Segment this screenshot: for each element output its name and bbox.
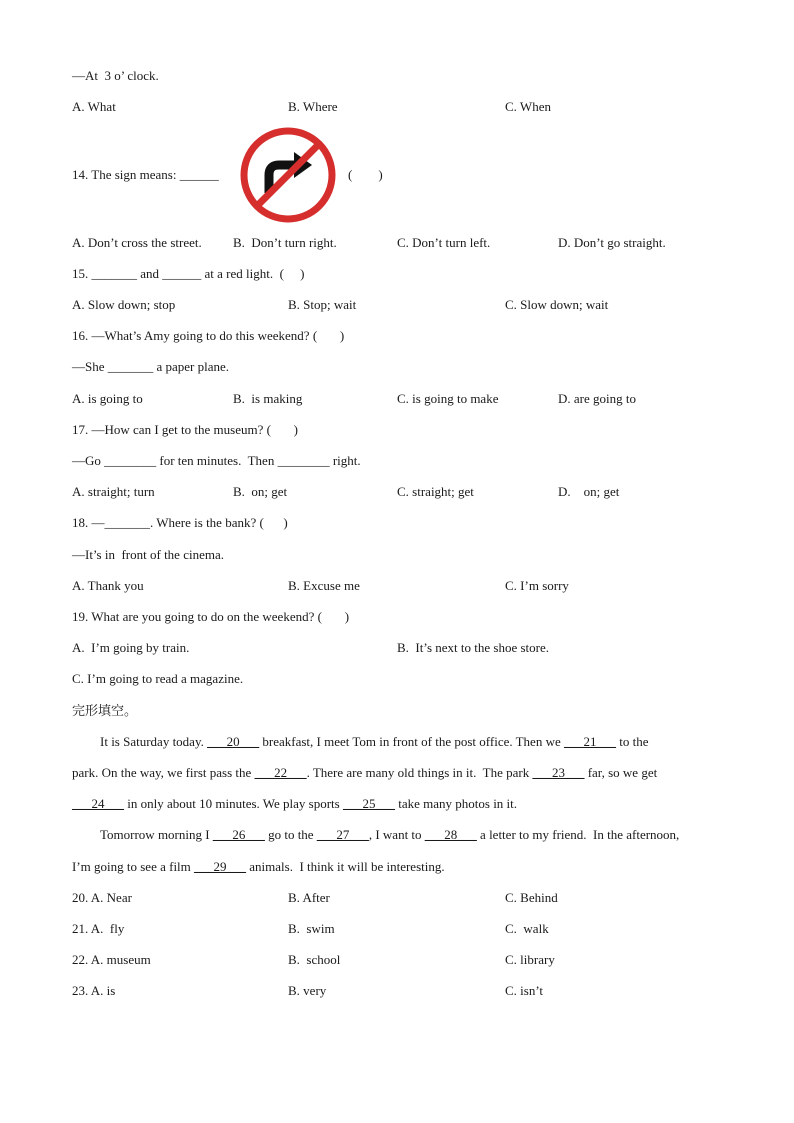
q22-option-b[interactable]: B. school — [288, 952, 341, 967]
q18-option-c[interactable]: C. I’m sorry — [505, 578, 569, 593]
q16-answer-line: —She _______ a paper plane. — [72, 359, 230, 374]
q18-option-b[interactable]: B. Excuse me — [288, 578, 360, 593]
blank-22: ___22___ — [254, 765, 307, 780]
q17-answer-line: —Go ________ for ten minutes. Then ________ right. — [72, 453, 361, 468]
q14-option-b[interactable]: B. Don’t turn right. — [233, 235, 337, 250]
cloze-paragraph-1-line-1: It is Saturday today. ___20___ breakfast, I meet Tom in front of the post office. Then we ___21___ to the — [100, 734, 649, 749]
cloze-heading: 完形填空。 — [72, 703, 138, 718]
q16-stem: 16. —What’s Amy going to do this weekend? ( ) — [72, 328, 345, 343]
cloze-paragraph-1-line-2: park. On the way, we first pass the ___22___. There are many old things in it. The park ___23___ far, so we get — [72, 765, 658, 780]
blank-21: ___21___ — [564, 734, 616, 749]
q13-answer-line: —At 3 o’ clock. — [72, 68, 159, 83]
q23-option-a[interactable]: 23. A. is — [72, 983, 116, 998]
q23-option-b[interactable]: B. very — [288, 983, 327, 998]
q19-option-a[interactable]: A. I’m going by train. — [72, 640, 190, 655]
q15-option-c[interactable]: C. Slow down; wait — [505, 297, 609, 312]
blank-20: ___20___ — [207, 734, 260, 749]
q14-answer-paren: ( ) — [348, 167, 383, 182]
blank-29: ___29___ — [194, 859, 247, 874]
q16-option-b[interactable]: B. is making — [233, 391, 303, 406]
q13-option-a[interactable]: A. What — [72, 99, 116, 114]
q20-option-c[interactable]: C. Behind — [505, 890, 558, 905]
q14-option-c[interactable]: C. Don’t turn left. — [397, 235, 491, 250]
q19-stem: 19. What are you going to do on the weekend? ( ) — [72, 609, 350, 624]
q17-stem: 17. —How can I get to the museum? ( ) — [72, 422, 299, 437]
q15-option-a[interactable]: A. Slow down; stop — [72, 297, 176, 312]
blank-25: ___25___ — [342, 796, 395, 811]
blank-27: ___27___ — [316, 827, 369, 842]
no-right-turn-sign-icon — [240, 127, 336, 223]
q18-stem: 18. —_______. Where is the bank? ( ) — [72, 515, 288, 530]
q21-option-a[interactable]: 21. A. fly — [72, 921, 125, 936]
q14-stem: 14. The sign means: ______ — [72, 167, 219, 182]
q20-option-a[interactable]: 20. A. Near — [72, 890, 132, 905]
q16-option-a[interactable]: A. is going to — [72, 391, 143, 406]
q21-option-b[interactable]: B. swim — [288, 921, 335, 936]
q21-option-c[interactable]: C. walk — [505, 921, 549, 936]
q20-option-b[interactable]: B. After — [288, 890, 330, 905]
cloze-paragraph-2-line-2: I’m going to see a film ___29___ animals. I think it will be interesting. — [72, 859, 445, 874]
q17-option-c[interactable]: C. straight; get — [397, 484, 474, 499]
q22-option-a[interactable]: 22. A. museum — [72, 952, 151, 967]
blank-28: ___28___ — [424, 827, 477, 842]
q14-option-d[interactable]: D. Don’t go straight. — [558, 235, 666, 250]
q19-option-c[interactable]: C. I’m going to read a magazine. — [72, 671, 244, 686]
q13-option-b[interactable]: B. Where — [288, 99, 338, 114]
blank-26: ___26___ — [212, 827, 265, 842]
q19-option-b[interactable]: B. It’s next to the shoe store. — [397, 640, 550, 655]
q13-option-c[interactable]: C. When — [505, 99, 551, 114]
blank-23: ___23___ — [532, 765, 585, 780]
q22-option-c[interactable]: C. library — [505, 952, 555, 967]
q17-option-a[interactable]: A. straight; turn — [72, 484, 155, 499]
q14-option-a[interactable]: A. Don’t cross the street. — [72, 235, 202, 250]
blank-24: ___24___ — [72, 796, 124, 811]
q16-option-c[interactable]: C. is going to make — [397, 391, 499, 406]
q15-option-b[interactable]: B. Stop; wait — [288, 297, 357, 312]
cloze-paragraph-2-line-1: Tomorrow morning I ___26___ go to the ___27___, I want to ___28___ a letter to my friend. In the afternoon, — [100, 827, 680, 842]
q17-option-d[interactable]: D. on; get — [558, 484, 620, 499]
q18-option-a[interactable]: A. Thank you — [72, 578, 144, 593]
q17-option-b[interactable]: B. on; get — [233, 484, 288, 499]
cloze-paragraph-1-line-3: ___24___ in only about 10 minutes. We play sports ___25___ take many photos in it. — [72, 796, 518, 811]
q16-option-d[interactable]: D. are going to — [558, 391, 636, 406]
q23-option-c[interactable]: C. isn’t — [505, 983, 544, 998]
q15-stem: 15. _______ and ______ at a red light. ( ) — [72, 266, 305, 281]
q18-answer-line: —It’s in front of the cinema. — [72, 547, 224, 562]
